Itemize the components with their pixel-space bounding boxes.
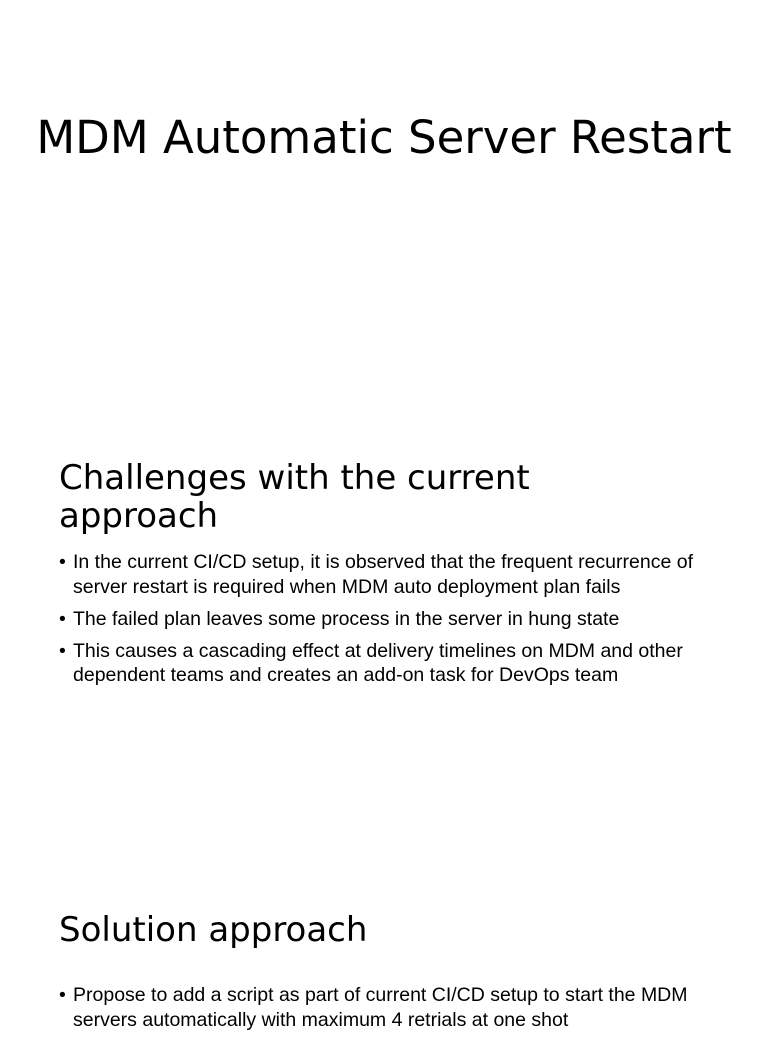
bullet-item: [59, 550, 729, 599]
slide-title-text: MDM Automatic Server Restart: [36, 111, 732, 164]
bullet-icon: •: [59, 639, 66, 662]
bullet-icon: •: [59, 551, 66, 573]
challenges-bullet-list: [59, 550, 729, 695]
bullet-icon: •: [59, 984, 66, 1006]
bullet-item: [59, 639, 729, 688]
solution-heading: [59, 911, 699, 949]
slide-title: [0, 112, 768, 163]
solution-bullet-list: [59, 983, 729, 1040]
bullet-text: Propose to add a script as part of current CI/CD setup to start the MDM servers automatically with maximum 4 retrials at one shot: [73, 984, 688, 1031]
bullet-item: [59, 607, 729, 632]
bullet-icon: •: [59, 607, 66, 630]
bullet-item: [59, 983, 729, 1032]
bullet-text: This causes a cascading effect at delivery timelines on MDM and other dependent teams and creates an add-on task for DevOps team: [73, 639, 683, 686]
bullet-text: The failed plan leaves some process in the server in hung state: [73, 607, 620, 630]
challenges-heading-text: Challenges with the current approach: [59, 458, 530, 536]
bullet-text: In the current CI/CD setup, it is observed that the frequent recurrence of server restart is required when MDM auto deployment plan fails: [73, 551, 693, 598]
challenges-heading: [59, 459, 699, 535]
solution-heading-text: Solution approach: [59, 910, 368, 950]
